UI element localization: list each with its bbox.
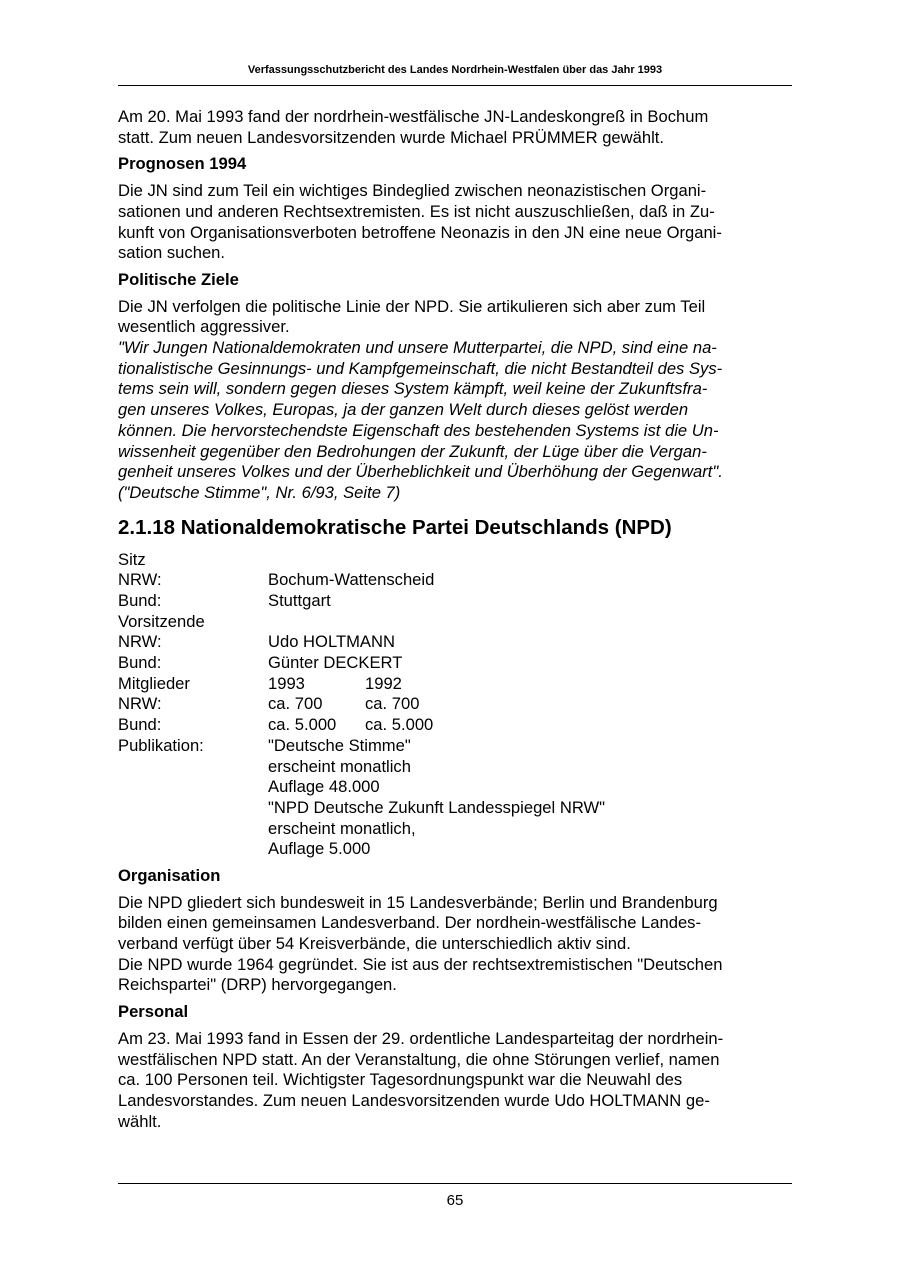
quote-line: "Wir Jungen Nationaldemokraten und unsere Mutterpartei, die NPD, sind eine na-	[118, 338, 717, 358]
intro-paragraph	[118, 107, 792, 148]
document-page	[118, 0, 792, 1273]
fact-label: Sitz	[118, 549, 146, 569]
fact-label	[118, 819, 268, 840]
running-header: Verfassungsschutzbericht des Landes Nordrhein-Westfalen über das Jahr 1993	[247, 64, 663, 76]
fact-row	[118, 591, 792, 612]
text-line: Die JN sind zum Teil ein wichtiges Bindeglied zwischen neonazistischen Organi-	[118, 181, 707, 201]
quote-line: genheit unseres Volkes und der Überheblichkeit und Überhöhung der Gegenwart".	[118, 462, 723, 482]
fact-row	[118, 653, 792, 674]
text-line: Am 20. Mai 1993 fand der nordrhein-westfälische JN-Landeskongreß in Bochum	[118, 107, 709, 126]
text-line: Die NPD wurde 1964 gegründet. Sie ist aus der rechtsextremistischen "Deutschen	[118, 954, 723, 974]
quote-line: wissenheit gegenüber den Bedrohungen der Zukunft, der Lüge über die Vergan-	[118, 441, 707, 461]
text-line: Die JN verfolgen die politische Linie der NPD. Sie artikulieren sich aber zum Teil	[118, 296, 706, 316]
fact-row	[118, 798, 792, 819]
text-line: westfälischen NPD statt. An der Veranstaltung, die ohne Störungen verlief, namen	[118, 1049, 720, 1069]
fact-label	[118, 839, 268, 860]
fact-value: "NPD Deutsche Zukunft Landesspiegel NRW"	[268, 797, 606, 817]
fact-label: Mitglieder	[118, 673, 190, 693]
heading-politische-ziele: Politische Ziele	[118, 269, 239, 289]
fact-row	[118, 632, 792, 653]
fact-value-secondary: ca. 5.000	[365, 715, 434, 735]
fact-row	[118, 736, 792, 757]
text-line: sation suchen.	[118, 243, 226, 263]
header-rule	[118, 85, 792, 86]
heading-prognosen: Prognosen 1994	[118, 154, 247, 174]
quote-line: tionalistische Gesinnungs- und Kampfgemeinschaft, die nicht Bestandteil des Sys-	[118, 358, 723, 378]
fact-row	[118, 777, 792, 798]
fact-label: NRW:	[118, 694, 162, 714]
page-content	[118, 107, 792, 1132]
fact-label: Vorsitzende	[118, 611, 205, 631]
fact-value: ca. 5.000	[268, 715, 337, 735]
text-line: Reichspartei" (DRP) hervorgegangen.	[118, 975, 397, 995]
fact-row	[118, 757, 792, 778]
fact-value	[268, 612, 365, 633]
fact-label: Bund:	[118, 715, 162, 735]
organisation-paragraph	[118, 893, 792, 997]
fact-value: Udo HOLTMANN	[268, 632, 395, 652]
section-title: 2.1.18 Nationaldemokratische Partei Deutschlands (NPD)	[118, 515, 672, 539]
quote-line: tems sein will, sondern gegen dieses System kämpft, weil keine der Zukunftsfra-	[118, 379, 708, 399]
quote-line: können. Die hervorstechendste Eigenschaft des bestehenden Systems ist die Un-	[118, 420, 719, 440]
heading-personal: Personal	[118, 1002, 189, 1022]
text-line: Am 23. Mai 1993 fand in Essen der 29. ordentliche Landesparteitag der nordrhein-	[118, 1028, 724, 1048]
fact-label: NRW:	[118, 632, 162, 652]
fact-label	[118, 777, 268, 798]
quote-source: ("Deutsche Stimme", Nr. 6/93, Seite 7)	[118, 482, 401, 502]
text-line: verband verfügt über 54 Kreisverbände, die unterschiedlich aktiv sind.	[118, 934, 631, 954]
fact-value: "Deutsche Stimme"	[268, 735, 411, 755]
fact-value-secondary: 1992	[365, 673, 402, 693]
text-line: bilden einen gemeinsamen Landesverband. Der nordhein-westfälische Landes-	[118, 913, 701, 933]
text-line: sationen und anderen Rechtsextremisten. Es ist nicht auszuschließen, daß in Zu-	[118, 201, 715, 221]
fact-value: Auflage 5.000	[268, 839, 371, 859]
fact-row	[118, 839, 792, 860]
fact-row	[118, 819, 792, 840]
fact-label	[118, 757, 268, 778]
text-line: wesentlich aggressiver.	[118, 317, 290, 337]
text-line: statt. Zum neuen Landesvorsitzenden wurde Michael PRÜMMER gewählt.	[118, 127, 665, 147]
personal-paragraph	[118, 1029, 792, 1133]
fact-value: ca. 700	[268, 694, 323, 714]
text-line: ca. 100 Personen teil. Wichtigster Tagesordnungspunkt war die Neuwahl des	[118, 1070, 683, 1090]
text-line: Die NPD gliedert sich bundesweit in 15 Landesverbände; Berlin und Brandenburg	[118, 892, 718, 912]
fact-value: Auflage 48.000	[268, 777, 380, 797]
footer-rule	[118, 1183, 792, 1184]
text-line: kunft von Organisationsverboten betroffene Neonazis in den JN eine neue Organi-	[118, 222, 722, 242]
fact-label	[118, 798, 268, 819]
block-quote	[118, 338, 792, 504]
fact-value: erscheint monatlich,	[268, 818, 416, 838]
fact-row	[118, 715, 792, 736]
fact-value: 1993	[268, 673, 305, 693]
page-number: 65	[446, 1192, 464, 1209]
fact-row	[118, 674, 792, 695]
fact-label: Publikation:	[118, 735, 204, 755]
fact-label: Bund:	[118, 591, 162, 611]
heading-organisation: Organisation	[118, 865, 221, 885]
prognosen-paragraph	[118, 181, 792, 264]
fact-value: Günter DECKERT	[268, 653, 403, 673]
text-line: wählt.	[118, 1111, 162, 1131]
fact-value: erscheint monatlich	[268, 756, 411, 776]
fact-value-secondary: ca. 700	[365, 694, 420, 714]
fact-row	[118, 550, 792, 571]
politische-ziele-paragraph	[118, 297, 792, 338]
fact-row	[118, 694, 792, 715]
fact-label: Bund:	[118, 653, 162, 673]
text-line: Landesvorstandes. Zum neuen Landesvorsitzenden wurde Udo HOLTMANN ge-	[118, 1091, 710, 1110]
quote-line: gen unseres Volkes, Europas, ja der ganzen Welt durch dieses gelöst werden	[118, 400, 689, 420]
fact-value: Stuttgart	[268, 591, 331, 611]
fact-table	[118, 550, 792, 860]
fact-value	[268, 550, 365, 571]
fact-value: Bochum-Wattenscheid	[268, 570, 435, 590]
fact-label: NRW:	[118, 570, 162, 590]
fact-row	[118, 570, 792, 591]
fact-row	[118, 612, 792, 633]
